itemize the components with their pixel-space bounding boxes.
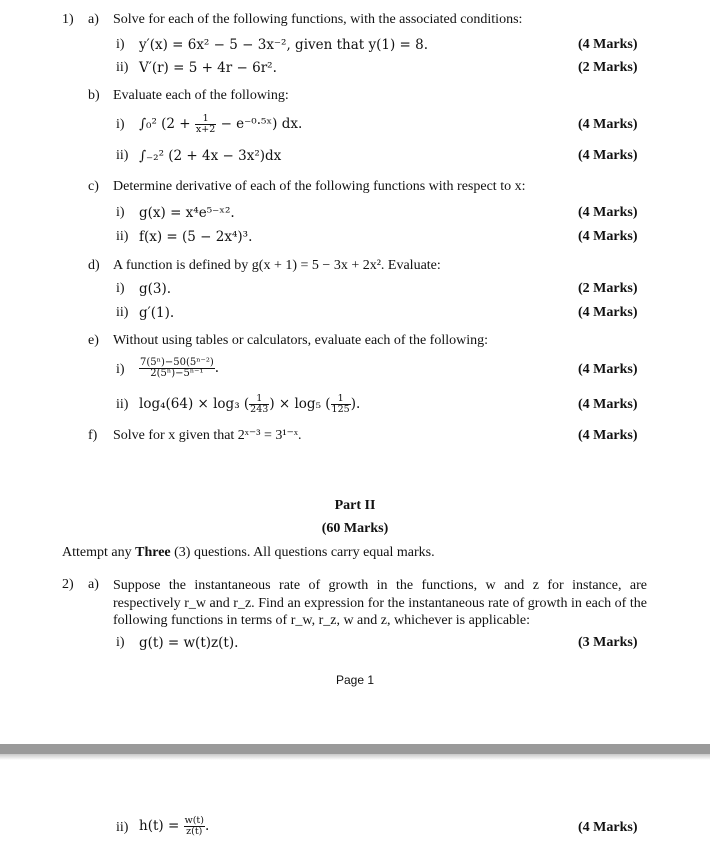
q1b-i-label: i) [116, 117, 125, 132]
q2a-ii-pre: h(t) = [139, 818, 180, 834]
question-1-number: 1) [62, 12, 74, 27]
q1e-ii-frac1-den: 243 [250, 404, 269, 415]
q2a-ii-den: z(t) [186, 826, 203, 837]
q1b-i-expression [139, 112, 302, 136]
q1b-i-marks: (4 Marks) [578, 117, 638, 132]
q1e-i-fraction [139, 358, 215, 379]
q1a-ii-text: V′(r) = 5 + 4r − 6r². [139, 60, 277, 76]
question-2-number: 2) [62, 577, 74, 592]
q2a-i-text: g(t) = w(t)z(t). [139, 635, 239, 651]
q1b-i-frac-den: x+2 [195, 124, 216, 135]
part-2-total-marks: (60 Marks) [321, 521, 389, 536]
q2a-ii-fraction [184, 816, 205, 837]
q1c-ii-marks: (4 Marks) [578, 229, 638, 244]
q1c-i-marks: (4 Marks) [578, 205, 638, 220]
q1e-i-num: 7(5ⁿ)−50(5ⁿ⁻²) [140, 357, 214, 368]
q1e-ii-label: ii) [116, 397, 129, 412]
q1c-prompt: Determine derivative of each of the following functions with respect to x: [113, 179, 526, 194]
q1b-prompt: Evaluate each of the following: [113, 88, 289, 103]
q1a-label: a) [88, 12, 99, 27]
q2a-label: a) [88, 577, 99, 592]
q1f-label: f) [88, 428, 98, 443]
q1a-ii-marks: (2 Marks) [578, 60, 638, 75]
instruction-pre: Attempt any [62, 545, 136, 560]
q1a-i-label: i) [116, 37, 125, 52]
q1d-ii-marks: (4 Marks) [578, 305, 638, 320]
q1e-ii-part-b: × log₅ [278, 396, 321, 412]
instruction-post: (3) questions. All questions carry equal marks. [170, 545, 435, 560]
q1e-label: e) [88, 333, 99, 348]
q1c-ii-label: ii) [116, 229, 129, 244]
q1e-i-marks: (4 Marks) [578, 362, 638, 377]
q1e-i-den: 2(5ⁿ)−5ⁿ⁻¹ [150, 368, 204, 379]
part-2-title: Part II [334, 498, 376, 513]
q2a-ii-num: w(t) [184, 815, 204, 826]
q1e-ii-frac2-den: 125 [331, 404, 350, 415]
q2a-text: Suppose the instantaneous rate of growth in the functions, w and z for instance, are respectively r_w and r_z. Find an expression for the instantaneous rate of growth in each of the following functions in terms of r_w, r_z, w and z, whichever is applicable: [113, 578, 647, 628]
q1d-ii-text: g′(1). [139, 305, 175, 321]
q1f-marks: (4 Marks) [578, 428, 638, 443]
q2a-ii-label: ii) [116, 820, 129, 835]
q1c-ii-text: f(x) = (5 − 2x⁴)³. [139, 229, 253, 245]
q1e-ii-marks: (4 Marks) [578, 397, 638, 412]
q1d-ii-label: ii) [116, 305, 129, 320]
q1e-i-label: i) [116, 362, 125, 377]
q1b-ii-text: ∫₋₂² (2 + 4x − 3x²)dx [139, 148, 282, 164]
q1e-ii-expression: log₄(64) × log₃ ( $\frac{1}{243}$ ) × log₅ ( $\frac{1}{125}$ ). [139, 393, 361, 415]
q1b-label: b) [88, 88, 100, 103]
q1b-ii-label: ii) [116, 148, 129, 163]
q1b-i-frac-num: 1 [195, 114, 216, 125]
q1f-prompt: Solve for x given that 2ˣ⁻³ = 3¹⁻ˣ. [113, 428, 302, 443]
instruction-three: Three [135, 545, 171, 560]
q1b-i-post: − e⁻⁰·⁵ˣ) dx. [220, 116, 303, 132]
q2a-ii-expression: h(t) = $\frac{w(t)}{z(t)}$ . [139, 815, 210, 837]
q1e-ii-frac-2 [331, 394, 351, 415]
q1a-prompt: Solve for each of the following functions, with the associated conditions: [113, 12, 523, 27]
q1d-label: d) [88, 258, 100, 273]
q2a-ii-marks: (4 Marks) [578, 820, 638, 835]
q1e-prompt: Without using tables or calculators, evaluate each of the following: [113, 333, 488, 348]
q1e-ii-frac2-num: 1 [331, 394, 351, 405]
q1e-ii-part-a: log₄(64) × log₃ [139, 396, 240, 412]
q1b-ii-marks: (4 Marks) [578, 148, 638, 163]
q1b-i-pre: ∫₀² (2 + [139, 116, 191, 132]
q2a-i-marks: (3 Marks) [578, 635, 638, 650]
q1e-ii-frac1-num: 1 [249, 394, 269, 405]
q1e-i-expression: $\frac{\text{7(5ⁿ)−50(5ⁿ⁻²)}}{\text{2(5ⁿ)−5ⁿ⁻¹}}$ . [140, 357, 220, 379]
q1a-ii-label: ii) [116, 60, 129, 75]
q1e-ii-frac-1 [249, 394, 269, 415]
q1d-i-text: g(3). [139, 281, 172, 297]
q1c-i-label: i) [116, 205, 125, 220]
q1a-i-marks: (4 Marks) [578, 37, 638, 52]
q1b-i-fraction [195, 114, 216, 135]
page-break-shadow [0, 754, 710, 760]
page-break-bar [0, 744, 710, 754]
q1c-label: c) [88, 179, 99, 194]
part-2-instruction [62, 545, 435, 561]
q2a-i-label: i) [116, 635, 125, 650]
q1c-i-text: g(x) = x⁴e⁵⁻ˣ². [139, 205, 235, 221]
q1a-i-text: y′(x) = 6x² − 5 − 3x⁻², given that y(1) = 8. [139, 37, 429, 53]
page-number: Page 1 [335, 673, 375, 687]
q1d-i-marks: (2 Marks) [578, 281, 638, 296]
q1d-prompt: A function is defined by g(x + 1) = 5 − 3x + 2x². Evaluate: [113, 258, 441, 273]
q1d-i-label: i) [116, 281, 125, 296]
